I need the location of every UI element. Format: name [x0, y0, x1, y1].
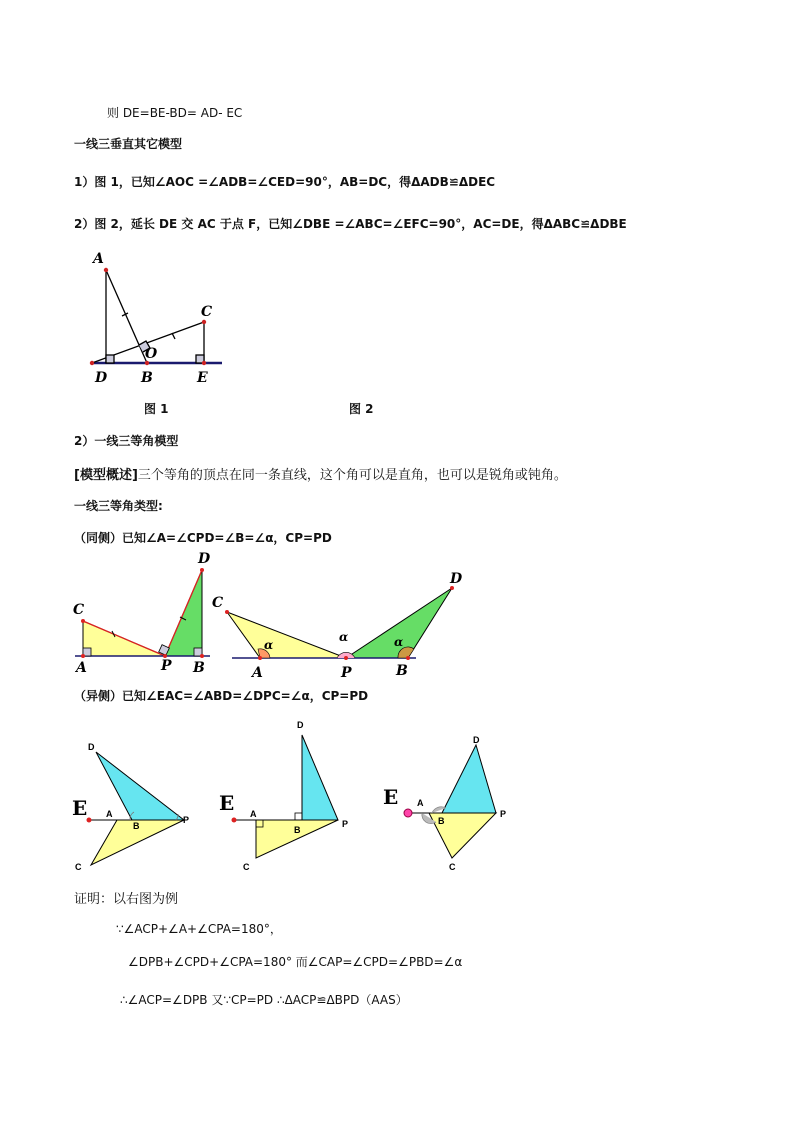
overview-text: 三个等角的顶点在同一条直线，这个角可以是直角，也可以是锐角或钝角。 — [137, 468, 567, 483]
fo1-label-e: E — [72, 796, 88, 820]
fo2-label-b: B — [294, 825, 301, 835]
fsr-label-d: D — [198, 551, 211, 567]
fo3-label-a: A — [417, 798, 424, 808]
fsg-alpha-a: α — [264, 638, 274, 652]
fo1-label-p: P — [183, 815, 190, 825]
fo3-label-b: B — [438, 816, 445, 826]
fig1-caption: 图 1 — [144, 402, 169, 416]
fig1-label-c: C — [201, 304, 213, 320]
same-side-condition: （同侧）已知∠A=∠CPD=∠B=∠α，CP=PD — [74, 531, 332, 545]
overview-tag: [模型概述] — [74, 468, 138, 483]
fo1-label-c: C — [75, 862, 82, 872]
fsr-label-a: A — [76, 660, 87, 676]
fo3-label-e: E — [383, 785, 399, 809]
fo1-label-b: B — [133, 821, 140, 831]
opposite-side-condition: （异侧）已知∠EAC=∠ABD=∠DPC=∠α，CP=PD — [74, 689, 369, 703]
fsg-label-p: P — [341, 665, 352, 681]
fo1-label-d: D — [88, 742, 95, 752]
fo2-label-p: P — [342, 819, 349, 829]
types-heading: 一线三等角类型: — [74, 499, 163, 513]
fsg-label-a: A — [252, 665, 263, 681]
fig1-label-o: O — [145, 346, 158, 362]
fsr-label-b: B — [193, 660, 205, 676]
line-de-formula: 则 DE=BE-BD= AD- EC — [107, 106, 243, 120]
heading-three-equal-angles: 2）一线三等角模型 — [74, 434, 179, 448]
fo2-label-c: C — [243, 862, 250, 872]
fig2-caption: 图 2 — [349, 402, 374, 416]
fo2-label-a: A — [250, 809, 257, 819]
fo1-label-a: A — [106, 809, 113, 819]
fig1-label-d: D — [95, 370, 108, 386]
proof-line-1: ∵∠ACP+∠A+∠CPA=180°， — [116, 922, 282, 936]
fsr-label-c: C — [73, 602, 85, 618]
fsg-label-d: D — [450, 571, 463, 587]
fsg-label-b: B — [396, 663, 408, 679]
heading-other-models: 一线三垂直其它模型 — [74, 137, 183, 151]
fsg-alpha-b: α — [394, 635, 404, 649]
fsg-alpha-p: α — [339, 630, 349, 644]
fig1-label-e: E — [197, 370, 208, 386]
fo2-label-e: E — [219, 791, 235, 815]
proof-line-3: ∴∠ACP=∠DPB 又∵CP=PD ∴ΔACP≌ΔBPD（AAS） — [120, 993, 408, 1007]
fo3-label-d: D — [473, 735, 480, 745]
fo2-label-d: D — [297, 720, 304, 730]
fig1-label-b: B — [141, 370, 153, 386]
item-fig1: 1）图 1，已知∠AOC =∠ADB=∠CED=90°，AB=DC，得ΔADB≌ΔDEC — [74, 175, 496, 189]
fsr-label-p: P — [161, 658, 172, 674]
fig1-label-a: A — [93, 251, 104, 267]
fsg-label-c: C — [212, 595, 224, 611]
fo3-label-p: P — [500, 809, 507, 819]
item-fig2: 2）图 2，延长 DE 交 AC 于点 F，已知∠DBE =∠ABC=∠EFC=90°，AC=DE，得ΔABC≌ΔDBE — [74, 217, 627, 231]
proof-intro: 证明：以右图为例 — [74, 892, 179, 907]
proof-line-2: ∠DPB+∠CPD+∠CPA=180° 而∠CAP=∠CPD=∠PBD=∠α — [128, 955, 463, 969]
fo3-label-c: C — [449, 862, 456, 872]
